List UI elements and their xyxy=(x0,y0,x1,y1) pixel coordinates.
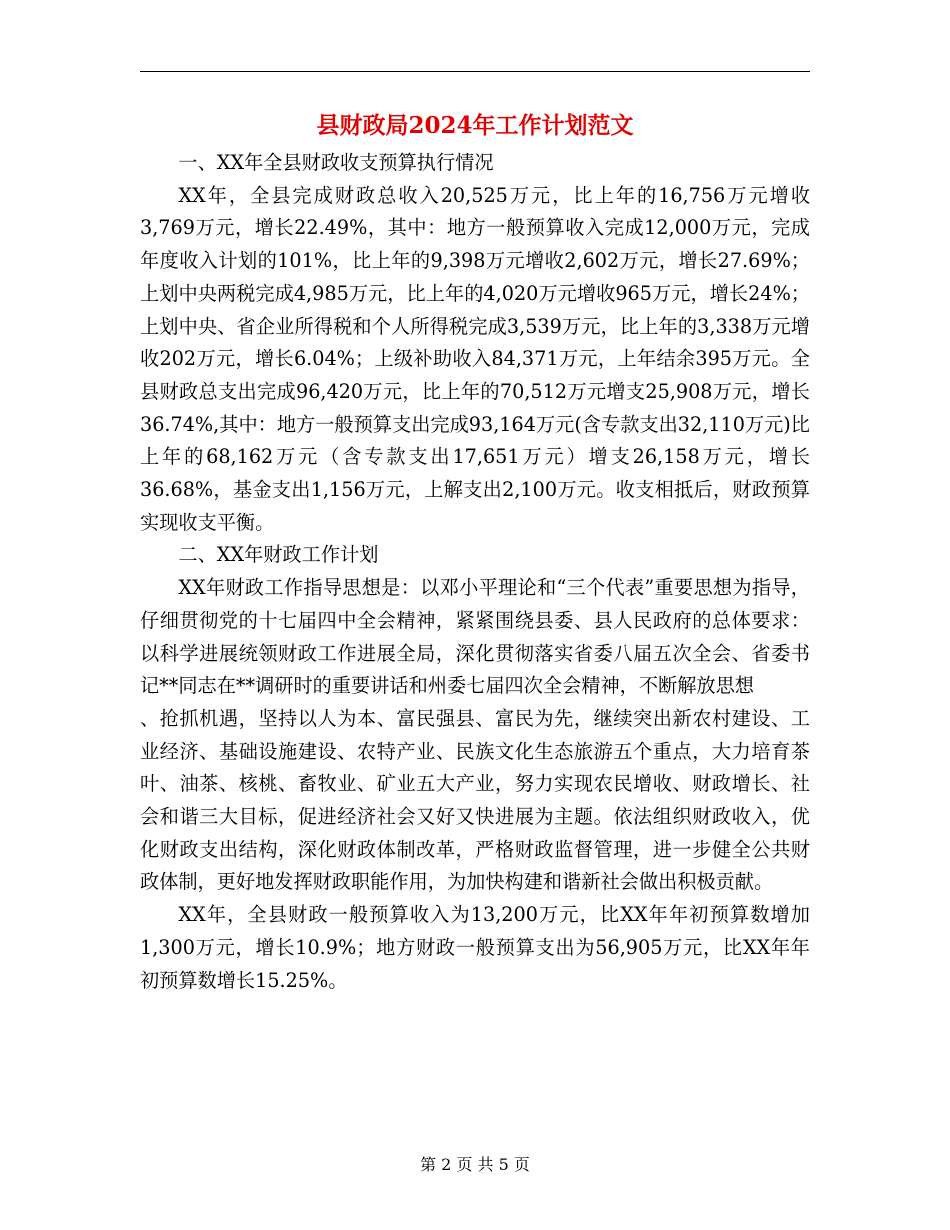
document-body xyxy=(140,147,810,997)
paragraph-4: XX年，全县财政一般预算收入为13,200万元，比XX年年初预算数增加1,300万元，增长10.9%；地方财政一般预算支出为56,905万元，比XX年年初预算数增长15.25%。 xyxy=(140,903,810,992)
page-footer: 第 2 页 共 5 页 xyxy=(420,1155,530,1174)
paragraph-2: XX年财政工作指导思想是：以邓小平理论和“三个代表”重要思想为指导，仔细贯彻党的十七届四中全会精神，紧紧围绕县委、县人民政府的总体要求：以科学进展统领财政工作进展全局，深化贯彻落实省委八届五次全会、省委书记**同志在**调研时的重要讲话和州委七届四次全会精神，不断解放思想 xyxy=(140,576,810,698)
document-title: 县财政局2024年工作计划范文 xyxy=(316,112,634,139)
header-rule xyxy=(140,71,810,72)
paragraph-1: XX年，全县完成财政总收入20,525万元，比上年的16,756万元增收3,769万元，增长22.49%，其中：地方一般预算收入完成12,000万元，完成年度收入计划的101%，比上年的9,398万元增收2,602万元，增长27.69%；上划中央两税完成4,985万元，比上年的4,020万元增收965万元，增长24%；上划中央、省企业所得税和个人所得税完成3,539万元，比上年的3,338万元增收202万元，增长6.04%；上级补助收入84,371万元，上年结余395万元。全县财政总支出完成96,420万元，比上年的70,512万元增支25,908万元，增长36.74%,其中：地方一般预算支出完成93,164万元(含专款支出32,110万元)比上年的68,162万元（含专款支出17,651万元）增支26,158万元，增长36.68%，基金支出1,156万元，上解支出2,100万元。收支相抵后，财政预算实现收支平衡。 xyxy=(140,183,810,534)
section-heading-1: 一、XX年全县财政收支预算执行情况 xyxy=(178,151,494,174)
section-heading-2: 二、XX年财政工作计划 xyxy=(178,543,379,567)
paragraph-3: 、抢抓机遇，坚持以人为本、富民强县、富民为先，继续突出新农村建设、工业经济、基础设施建设、农特产业、民族文化生态旅游五个重点，大力培育茶叶、油茶、核桃、畜牧业、矿业五大产业，努力实现农民增收、财政增长、社会和谐三大目标，促进经济社会又好又快进展为主题。依法组织财政收入，优化财政支出结构，深化财政体制改革，严格财政监督管理，进一步健全公共财政体制，更好地发挥财政职能作用，为加快构建和谐新社会做出积极贡献。 xyxy=(140,706,810,894)
